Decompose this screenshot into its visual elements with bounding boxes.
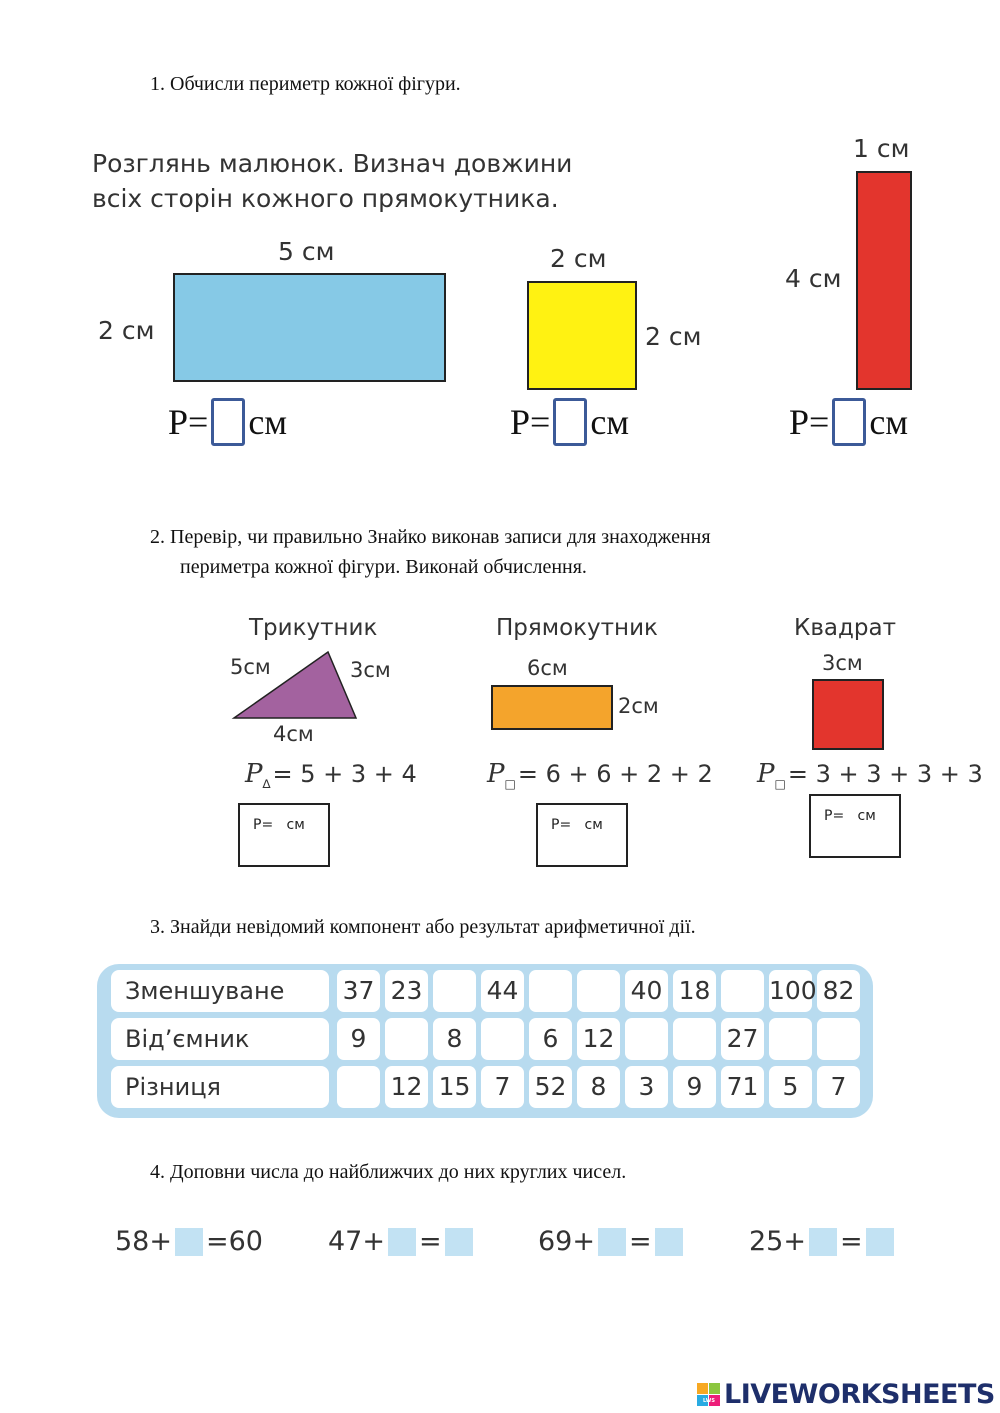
table-blank-cell[interactable] [721,970,764,1012]
task2-title [150,522,711,582]
table-cell: 44 [481,970,524,1012]
triangle-answer-box[interactable] [238,803,330,867]
eq1-blank[interactable] [175,1228,203,1256]
equation-1 [115,1226,263,1257]
table-blank-cell[interactable] [769,1018,812,1060]
table-blank-cell[interactable] [625,1018,668,1060]
square2-formula [757,759,983,791]
answer-text: P= см [253,817,305,833]
square-perimeter [510,398,629,446]
rect3-answer-box[interactable] [832,398,866,446]
table-row-label: Різниця [111,1066,329,1108]
square2-formula-text: = 3 + 3 + 3 + 3 [787,760,983,788]
triangle-bottom-label: 4см [273,722,314,746]
equals-sign: = [628,1226,652,1257]
table-cell: 27 [721,1018,764,1060]
p-symbol: P [757,759,775,789]
table-cell: 23 [385,970,428,1012]
red-rectangle [856,171,912,390]
liveworksheets-logo[interactable] [697,1379,995,1410]
table-cell: 9 [673,1066,716,1108]
triangle-left-label: 5см [230,655,271,679]
intro-line-2: всіх сторін кожного прямокутника. [92,184,559,213]
table-cell: 7 [817,1066,860,1108]
table-blank-cell[interactable] [433,970,476,1012]
rectangle-icon: □ [504,777,516,791]
task1-intro [92,146,572,216]
answer-text: P= см [824,808,876,824]
table-cell: 100 [769,970,812,1012]
equation-3 [538,1226,686,1257]
table-cell: 18 [673,970,716,1012]
table-blank-cell[interactable] [673,1018,716,1060]
task3-title: 3. Знайди невідомий компонент або результат арифметичної дії. [150,916,696,938]
rect1-top-label: 5 см [278,237,335,266]
eq1-result: 60 [228,1226,263,1257]
table-cell: 12 [385,1066,428,1108]
eq3-result-blank[interactable] [655,1228,683,1256]
table-cell: 7 [481,1066,524,1108]
rect1-answer-box[interactable] [211,398,245,446]
rectangle-answer-box[interactable] [536,803,628,867]
unit-label: см [248,402,288,442]
table-blank-cell[interactable] [481,1018,524,1060]
logo-mark-text: LWS [703,1397,715,1404]
triangle-icon: ∆ [262,777,271,791]
task4-title: 4. Доповни числа до найближчих до них круглих чисел. [150,1161,627,1183]
rect1-perimeter [168,398,287,446]
equation-2 [328,1226,476,1257]
unit-label: см [590,402,630,442]
eq2-number: 47 [328,1226,363,1257]
table-blank-cell[interactable] [337,1066,380,1108]
rectangle-side-label: 2см [618,694,659,718]
rectangle-title: Прямокутник [496,615,658,641]
table-cell: 6 [529,1018,572,1060]
square2-title: Квадрат [794,615,896,641]
table-row-label: Від’ємник [111,1018,329,1060]
intro-line-1: Розглянь малюнок. Визнач довжини [92,149,573,178]
square-answer-box[interactable] [553,398,587,446]
triangle-formula [245,759,417,791]
red-square [812,679,884,750]
equals-sign: = [205,1226,229,1257]
p-symbol: P [245,759,263,789]
table-cell: 12 [577,1018,620,1060]
table-cell: 82 [817,970,860,1012]
answer-text: P= см [551,817,603,833]
rect3-top-label: 1 см [853,134,910,163]
square-icon: □ [774,777,786,791]
liveworksheets-logo-icon [697,1383,721,1407]
table-blank-cell[interactable] [529,970,572,1012]
square2-answer-box[interactable] [809,794,901,858]
table-cell: 9 [337,1018,380,1060]
square-side-label: 2 см [645,322,702,351]
equals-sign: = [839,1226,863,1257]
eq4-number: 25 [749,1226,784,1257]
eq3-blank[interactable] [598,1228,626,1256]
table-cell: 52 [529,1066,572,1108]
plus-sign: + [572,1226,595,1257]
yellow-square [527,281,637,390]
rectangle-formula [487,759,713,791]
square2-top-label: 3см [822,651,863,675]
eq2-result-blank[interactable] [445,1228,473,1256]
table-cell: 5 [769,1066,812,1108]
eq2-blank[interactable] [388,1228,416,1256]
table-cell: 37 [337,970,380,1012]
table-blank-cell[interactable] [385,1018,428,1060]
triangle-right-label: 3см [350,658,391,682]
p-label: P= [510,402,551,442]
task1-title: 1. Обчисли периметр кожної фігури. [150,73,461,95]
p-label: P= [168,402,209,442]
p-label: P= [789,402,830,442]
rect3-perimeter [789,398,908,446]
plus-sign: + [362,1226,385,1257]
table-blank-cell[interactable] [577,970,620,1012]
blue-rectangle [173,273,446,382]
p-symbol: P [487,759,505,789]
table-cell: 40 [625,970,668,1012]
orange-rectangle [491,685,613,730]
triangle-formula-text: = 5 + 3 + 4 [272,760,417,788]
eq1-number: 58 [115,1226,150,1257]
table-row-label: Зменшуване [111,970,329,1012]
rect3-side-label: 4 см [785,264,842,293]
table-cell: 15 [433,1066,476,1108]
triangle-title: Трикутник [249,615,378,641]
square-top-label: 2 см [550,244,607,273]
equals-sign: = [418,1226,442,1257]
plus-sign: + [783,1226,806,1257]
unit-label: см [869,402,909,442]
plus-sign: + [149,1226,172,1257]
table-cell: 3 [625,1066,668,1108]
eq4-result-blank[interactable] [866,1228,894,1256]
task2-title-line-2: периметра кожної фігури. Виконай обчислення. [180,556,587,578]
logo-text: LIVEWORKSHEETS [724,1379,995,1410]
rect1-side-label: 2 см [98,316,155,345]
table-cell: 8 [577,1066,620,1108]
eq4-blank[interactable] [809,1228,837,1256]
purple-triangle [230,648,362,722]
rectangle-formula-text: = 6 + 6 + 2 + 2 [517,760,713,788]
table-cell: 8 [433,1018,476,1060]
table-cell: 71 [721,1066,764,1108]
rectangle-top-label: 6см [527,656,568,680]
table-blank-cell[interactable] [817,1018,860,1060]
equation-4 [749,1226,897,1257]
task2-title-line-1: 2. Перевір, чи правильно Знайко виконав записи для знаходження [150,526,711,548]
eq3-number: 69 [538,1226,573,1257]
